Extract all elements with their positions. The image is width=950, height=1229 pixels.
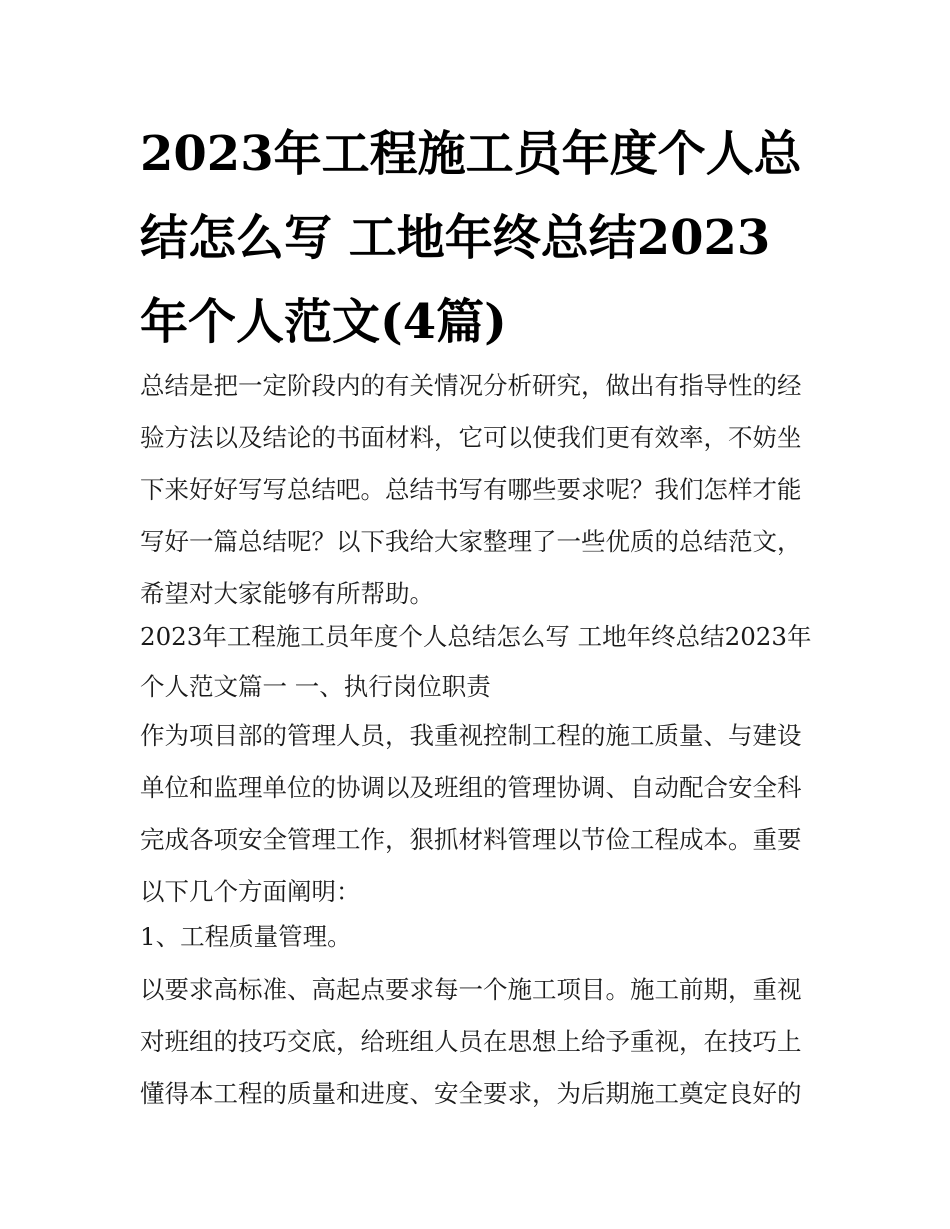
intro-line: 写好一篇总结呢？以下我给大家整理了一些优质的总结范文， <box>140 527 802 556</box>
section-heading-line: 2023年工程施工员年度个人总结怎么写 工地年终总结2023年 <box>140 622 812 651</box>
intro-line: 验方法以及结论的书面材料，它可以使我们更有效率，不妨坐 <box>140 423 802 452</box>
document-title <box>140 112 820 364</box>
title-line-3: 年个人范文(4篇) <box>140 294 507 350</box>
quality-line: 对班组的技巧交底，给班组人员在思想上给予重视，在技巧上 <box>140 1027 802 1056</box>
list-item-label: 1、工程质量管理。 <box>140 922 352 951</box>
duties-paragraph <box>140 710 820 918</box>
title-line-1: 2023年工程施工员年度个人总 <box>140 126 802 182</box>
duties-line: 作为项目部的管理人员，我重视控制工程的施工质量、与建设 <box>140 721 802 750</box>
title-line-2: 结怎么写 工地年终总结2023 <box>140 210 771 266</box>
intro-line: 总结是把一定阶段内的有关情况分析研究，做出有指导性的经 <box>140 371 802 400</box>
quality-line: 懂得本工程的质量和进度、安全要求，为后期施工奠定良好的 <box>140 1079 802 1108</box>
quality-paragraph <box>140 964 820 1120</box>
intro-line: 希望对大家能够有所帮助。 <box>140 579 434 608</box>
list-item-quality <box>140 912 820 962</box>
section-heading <box>140 612 820 712</box>
intro-line: 下来好好写写总结吧。总结书写有哪些要求呢？我们怎样才能 <box>140 475 802 504</box>
intro-paragraph <box>140 360 820 620</box>
duties-line: 以下几个方面阐明： <box>140 877 361 906</box>
duties-line: 单位和监理单位的协调以及班组的管理协调、自动配合安全科 <box>140 773 802 802</box>
section-heading-line: 个人范文篇一 一、执行岗位职责 <box>140 672 491 701</box>
duties-line: 完成各项安全管理工作，狠抓材料管理以节俭工程成本。重要 <box>140 825 802 854</box>
quality-line: 以要求高标准、高起点要求每一个施工项目。施工前期，重视 <box>140 975 802 1004</box>
